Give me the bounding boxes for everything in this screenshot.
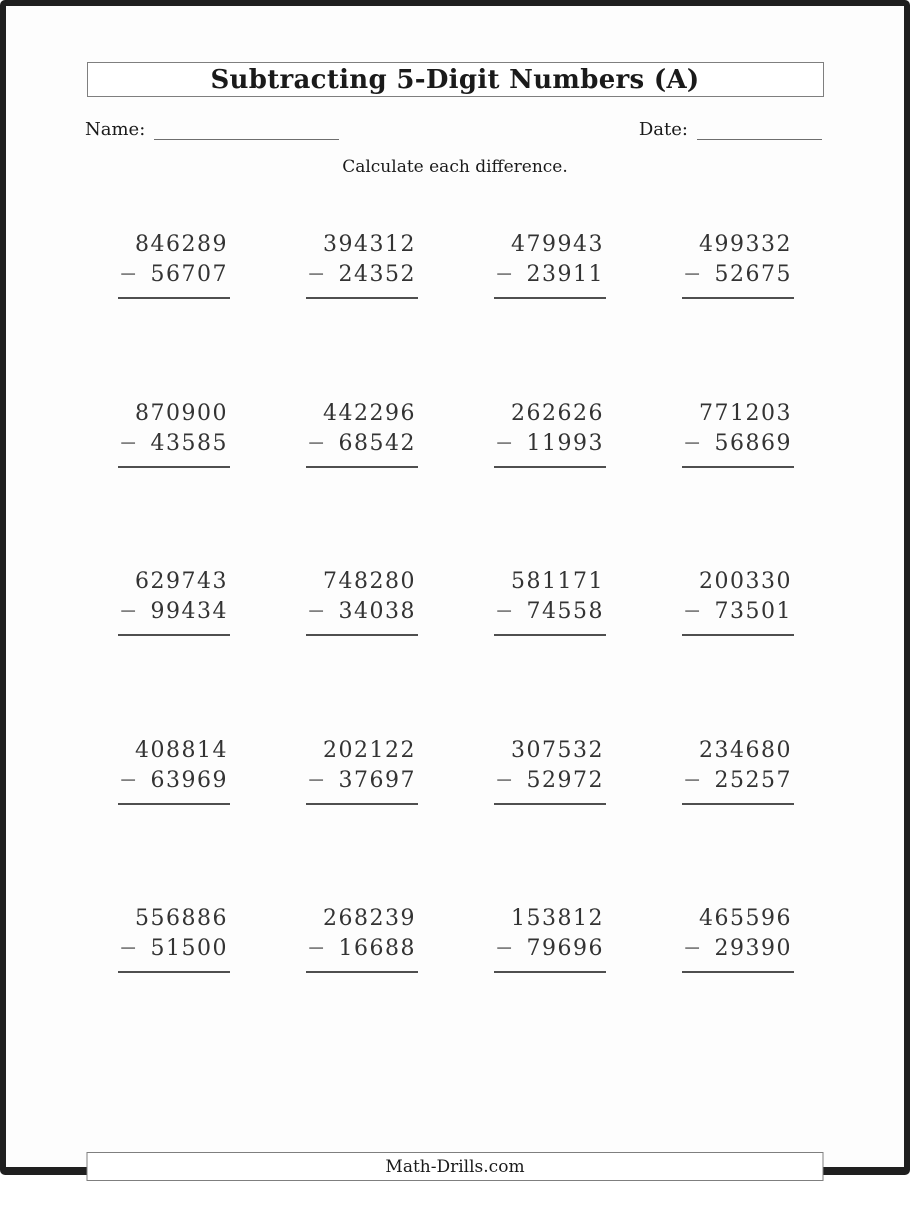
- subtrahend-row: [682, 597, 794, 636]
- minuend: 202122: [323, 737, 416, 763]
- subtrahend: 52675: [714, 262, 792, 287]
- subtrahend: 25257: [714, 767, 792, 793]
- name-blank-line: [154, 118, 339, 140]
- minuend: 870900: [135, 400, 228, 426]
- subtrahend: 34038: [338, 599, 416, 624]
- subtraction-problem: [494, 399, 606, 468]
- subtrahend-row: [494, 766, 606, 805]
- subtrahend-row: [306, 934, 418, 973]
- subtrahend-row: [682, 429, 794, 468]
- subtraction-problem: [306, 904, 418, 973]
- minus-sign: −: [495, 430, 514, 456]
- name-group: [85, 118, 339, 140]
- minus-sign: −: [119, 262, 138, 287]
- subtrahend: 56869: [714, 430, 792, 456]
- subtraction-problem: [494, 230, 606, 299]
- subtraction-problem: [494, 904, 606, 973]
- subtraction-problem: [118, 230, 230, 299]
- minus-sign: −: [119, 430, 138, 456]
- subtrahend: 79696: [526, 936, 604, 961]
- date-blank-line: [697, 118, 822, 140]
- subtraction-problem: [682, 230, 794, 299]
- subtrahend: 43585: [150, 430, 228, 456]
- subtraction-problem: [682, 904, 794, 973]
- subtrahend-row: [118, 260, 230, 299]
- minus-sign: −: [119, 767, 138, 793]
- minus-sign: −: [495, 767, 514, 793]
- subtraction-problem: [118, 736, 230, 805]
- minuend: 442296: [323, 400, 416, 426]
- subtraction-problem: [682, 736, 794, 805]
- subtrahend: 68542: [338, 430, 416, 456]
- minuend: 581171: [511, 569, 604, 594]
- page-inner: [6, 62, 904, 1223]
- minus-sign: −: [119, 936, 138, 961]
- date-group: [639, 118, 822, 140]
- subtrahend: 99434: [150, 599, 228, 624]
- subtrahend-row: [306, 429, 418, 468]
- subtrahend: 11993: [526, 430, 604, 456]
- footer-text: Math-Drills.com: [385, 1156, 525, 1177]
- subtrahend-row: [494, 934, 606, 973]
- minuend: 262626: [511, 400, 604, 426]
- subtrahend-row: [682, 766, 794, 805]
- subtrahend-row: [306, 766, 418, 805]
- minuend: 153812: [511, 906, 604, 931]
- minus-sign: −: [307, 767, 326, 793]
- subtrahend-row: [118, 766, 230, 805]
- subtraction-problem: [306, 230, 418, 299]
- minus-sign: −: [307, 599, 326, 624]
- minuend: 394312: [323, 232, 416, 257]
- minus-sign: −: [683, 767, 702, 793]
- subtrahend: 52972: [526, 767, 604, 793]
- minus-sign: −: [307, 430, 326, 456]
- minuend: 408814: [135, 737, 228, 763]
- subtrahend-row: [306, 260, 418, 299]
- subtrahend-row: [118, 429, 230, 468]
- subtraction-problem: [682, 567, 794, 636]
- minuend: 479943: [511, 232, 604, 257]
- minuend: 234680: [699, 737, 792, 763]
- minuend: 556886: [135, 906, 228, 931]
- minus-sign: −: [683, 599, 702, 624]
- footer-box: [87, 1152, 824, 1181]
- subtrahend-row: [494, 260, 606, 299]
- subtraction-problem: [118, 567, 230, 636]
- subtrahend-row: [118, 597, 230, 636]
- subtrahend: 37697: [338, 767, 416, 793]
- subtraction-problem: [118, 904, 230, 973]
- minus-sign: −: [307, 936, 326, 961]
- problems-grid: [52, 230, 904, 1073]
- minus-sign: −: [495, 936, 514, 961]
- subtrahend-row: [682, 934, 794, 973]
- minus-sign: −: [307, 262, 326, 287]
- minus-sign: −: [495, 599, 514, 624]
- minus-sign: −: [683, 262, 702, 287]
- subtrahend: 73501: [714, 599, 792, 624]
- subtrahend-row: [306, 597, 418, 636]
- minuend: 268239: [323, 906, 416, 931]
- subtraction-problem: [306, 736, 418, 805]
- subtrahend-row: [118, 934, 230, 973]
- subtrahend: 23911: [526, 262, 604, 287]
- date-label: Date:: [638, 119, 688, 140]
- minuend: 465596: [699, 906, 792, 931]
- minus-sign: −: [683, 430, 702, 456]
- subtraction-problem: [118, 399, 230, 468]
- subtrahend: 74558: [526, 599, 604, 624]
- subtraction-problem: [494, 736, 606, 805]
- instruction-text: Calculate each difference.: [342, 157, 568, 177]
- subtraction-problem: [306, 399, 418, 468]
- subtrahend: 24352: [338, 262, 416, 287]
- page-title: Subtracting 5-Digit Numbers (A): [210, 64, 700, 95]
- minus-sign: −: [495, 262, 514, 287]
- subtrahend-row: [494, 597, 606, 636]
- name-label: Name:: [85, 119, 146, 140]
- subtraction-problem: [306, 567, 418, 636]
- subtrahend: 51500: [150, 936, 228, 961]
- title-box: [87, 62, 824, 97]
- minus-sign: −: [119, 599, 138, 624]
- minuend: 499332: [699, 232, 792, 257]
- minuend: 307532: [511, 737, 604, 763]
- subtraction-problem: [682, 399, 794, 468]
- minuend: 771203: [699, 400, 792, 426]
- minuend: 200330: [699, 569, 792, 594]
- subtrahend: 29390: [714, 936, 792, 961]
- minuend: 748280: [323, 569, 416, 594]
- minuend: 846289: [135, 232, 228, 257]
- minuend: 629743: [135, 569, 228, 594]
- subtrahend: 63969: [150, 767, 228, 793]
- subtrahend-row: [494, 429, 606, 468]
- subtrahend-row: [682, 260, 794, 299]
- minus-sign: −: [683, 936, 702, 961]
- subtraction-problem: [494, 567, 606, 636]
- subtrahend: 56707: [150, 262, 228, 287]
- subtrahend: 16688: [338, 936, 416, 961]
- name-date-row: [6, 110, 904, 140]
